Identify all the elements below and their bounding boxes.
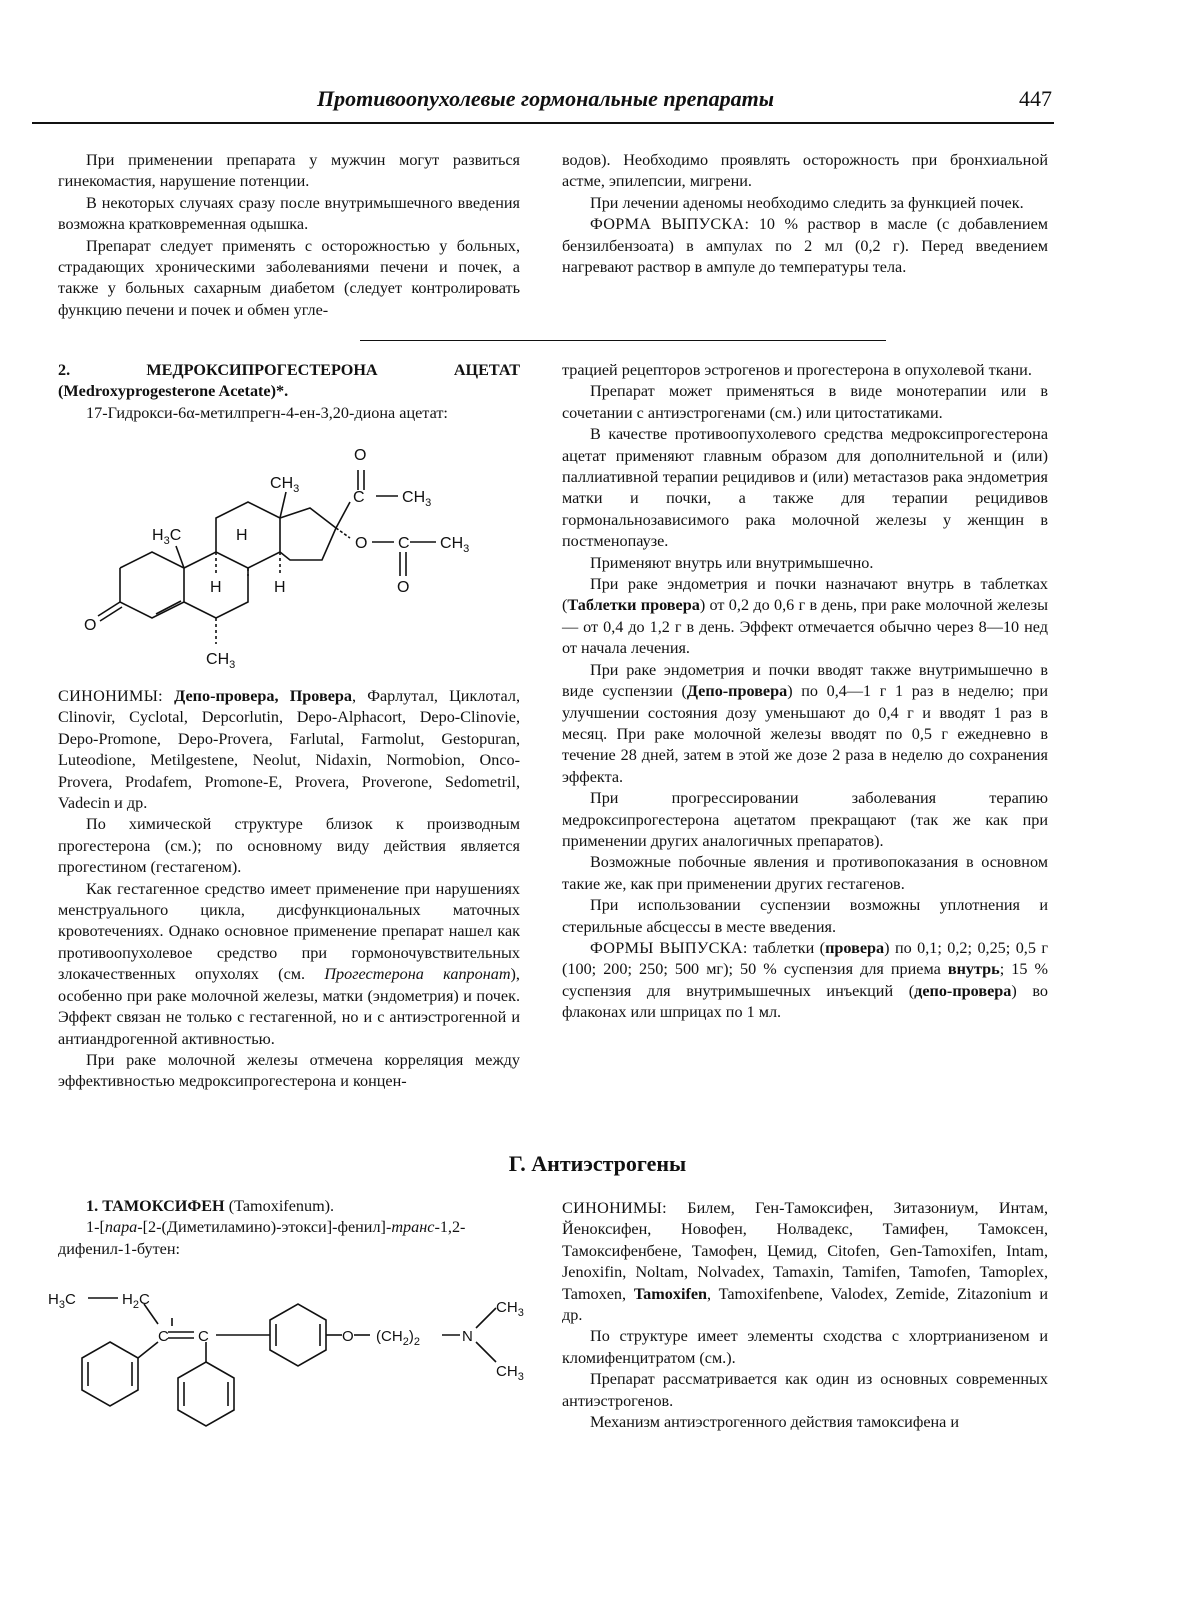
paragraph: В качестве противоопухолевого средства медроксипрогестерона ацетат применяют главным образом для дополнительной и (или) паллиативной терапии рецидивов и (или) метастазов рака эндометрия матки и почки, а также для терапии рецидивов гормональнозависимого рака молочной железы у женщин в постменопаузе. xyxy=(562,425,1048,551)
atom-label: C xyxy=(158,1328,169,1345)
release-forms-paragraph: ФОРМЫ ВЫПУСКА: таблетки (провера) по 0,1; 0,2; 0,25; 0,5 г (100; 200; 250; 500 мг); 50 % суспензия для приема внутрь; 15 % суспензия для внутримышечных инъекций (депо-провера) во флаконах или шприцах по 1 мл. xyxy=(562,938,1048,1022)
top-left-column xyxy=(58,150,520,321)
paragraph: Препарат рассматривается как один из основных современных антиэстрогенов. xyxy=(562,1370,1048,1410)
paragraph: При использовании суспензии возможны уплотнения и стерильные абсцессы в месте введения. xyxy=(562,896,1048,936)
release-form-label: ФОРМА ВЫПУСКА: xyxy=(590,215,750,234)
release-form-paragraph: ФОРМА ВЫПУСКА: 10 % раствор в масле (с добавлением бензилбензоата) в ампулах по 2 мл (0,2 г). Перед введением нагревают раствор в ампуле до температуры тела. xyxy=(562,215,1048,277)
atom-label: $CH_3$ xyxy=(496,1363,524,1383)
paragraph: Применяют внутрь или внутримышечно. xyxy=(590,553,874,572)
atom-label: $CH_3$ xyxy=(402,489,432,509)
paragraph: Механизм антиэстрогенного действия тамоксифена и xyxy=(590,1413,960,1432)
paragraph: Возможные побочные явления и противопоказания в основном такие же, как при применении других гестагенов. xyxy=(562,853,1048,893)
synonyms-paragraph: СИНОНИМЫ: Депо-провера, Провера, Фарлутал, Циклотал, Clinovir, Cyclotal, Depcorlutin, Depo-Alphacort, Depo-Clinovie, Depo-Promone, Depo-Provera, Farlutal, Farmolut, Gestopuran, Luteodione, Metilgestene, Neolut, Nidaxin, Normobion, Onco-Provera, Prodafem, Promone-E, Provera, Proverone, Sedometril, Vadecin и др. xyxy=(58,687,521,813)
paragraph: Препарат может применяться в виде монотерапии или в сочетании с антиэстрогенами (см.) или цитостатиками. xyxy=(562,382,1048,422)
tamoxifen-structure xyxy=(40,1278,540,1478)
paragraph: водов). Необходимо проявлять осторожность при бронхиальной астме, эпилепсии, мигрени. xyxy=(562,151,1048,191)
section-title: Г. Антиэстрогены xyxy=(508,1151,687,1176)
atom-label: H xyxy=(236,527,248,544)
synonyms-paragraph: СИНОНИМЫ: Билем, Ген-Тамоксифен, Зитазониум, Интам, Йеноксифен, Новофен, Нолвадекс, Тамифен, Тамоксен, Тамоксифенбене, Тамофен, Цемид, Citofen, Gen-Tamoxifen, Intam, Jenoxifin, Noltam, Nolvadex, Tamaxin, Tamifen, Tamofen, Tamoplex, Tamoxen, Tamoxifen, Tamoxifenbene, Valodex, Zemide, Zitazonium и др. xyxy=(562,1199,1048,1325)
atom-label: $H_3C$ xyxy=(48,1291,76,1311)
atom-label: O xyxy=(355,535,368,552)
drug-title: 2. МЕДРОКСИПРОГЕСТЕРОНА АЦЕТАТ (Medroxyprogesterone Acetate)*. xyxy=(58,361,520,401)
paragraph: При раке эндометрия и почки вводят также внутримышечно в виде суспензии (Депо-провера) по 0,4—1 г 1 раз в неделю; при улучшении состояния дозу уменьшают до 0,4 г и вводят 1 раз в месяц. При раке молочной железы вводят по 0,5 г ежедневно в течение 28 дней, затем в этой же дозе 2 раза в неделю до сохранения эффекта. xyxy=(562,660,1048,786)
atom-label: O xyxy=(354,447,367,464)
paragraph: При раке эндометрия и почки назначают внутрь в таблетках (Таблетки провера) от 0,2 до 0,6 г в день, при раке молочной железы — от 0,4 до 1,2 г в день. Эффект отмечается обычно через 8—10 нед от начала лечения. xyxy=(562,575,1048,658)
atom-label: $CH_3$ xyxy=(270,475,300,495)
paragraph: При раке молочной железы отмечена корреляция между эффективностью медроксипрогестерона и концен- xyxy=(58,1050,520,1091)
paragraph: В некоторых случаях сразу после внутримышечного введения возможна кратковременная одышка. xyxy=(58,193,520,234)
atom-label: $CH_3$ xyxy=(496,1299,524,1319)
atom-label: O xyxy=(342,1328,354,1345)
paragraph: По химической структуре близок к производным прогестерона (см.); по основному виду действия является прогестином (гестагеном). xyxy=(58,815,520,877)
paragraph: По структуре имеет элементы сходства с хлортрианизеном и кломифенцитратом (см.). xyxy=(562,1327,1048,1367)
medroxy-left-column-text xyxy=(58,686,520,1093)
synonyms-label: СИНОНИМЫ: xyxy=(562,1199,667,1217)
paragraph: Препарат следует применять с осторожностью у больных, страдающих хроническими заболеваниями печени и почек, а также у больных сахарным диабетом (следует контролировать функцию печени и почек и обмен угле- xyxy=(58,236,520,319)
chemical-name: 1-[пара-[2-(Диметиламино)-этокси]-фенил]-транс-1,2-дифенил-1-бутен: xyxy=(58,1218,466,1258)
chemical-name: 17-Гидрокси-6α-метилпрегн-4-ен-3,20-диона ацетат: xyxy=(86,403,448,422)
paragraph: При прогрессировании заболевания терапию медроксипрогестерона ацетатом прекращают (так же как при применении других аналогичных препаратов). xyxy=(562,789,1048,850)
atom-label: N xyxy=(462,1328,473,1345)
paragraph: При применении препарата у мужчин могут развиться гинекомастия, нарушение потенции. xyxy=(58,151,520,191)
page-number: 447 xyxy=(1019,86,1052,111)
medroxy-right-column xyxy=(562,360,1048,1024)
atom-label: H xyxy=(274,579,286,596)
atom-label: O xyxy=(84,617,97,634)
atom-label: H xyxy=(210,579,222,596)
drug-title: 1. ТАМОКСИФЕН (Tamoxifenum). xyxy=(86,1197,335,1215)
paragraph: трацией рецепторов эстрогенов и прогестерона в опухолевой ткани. xyxy=(562,361,1032,379)
atom-label: $CH_3$ xyxy=(206,651,236,671)
atom-label: C xyxy=(398,535,410,552)
atom-label: O xyxy=(397,579,410,596)
atom-label: C xyxy=(198,1328,209,1345)
running-title: Противоопухолевые гормональные препараты xyxy=(317,86,775,111)
tamoxifen-left-column xyxy=(58,1196,520,1260)
atom-label: C xyxy=(353,489,365,506)
atom-label: $H_3C$ xyxy=(152,527,182,547)
release-forms-label: ФОРМЫ ВЫПУСКА: xyxy=(590,938,748,957)
paragraph: Как гестагенное средство имеет применение при нарушениях менструального цикла, дисфункциональных маточных кровотечениях. Однако основное применение препарат нашел как противоопухолевое средство при гормоночувствительных злокачественных опухолях (см. Прогестерона капронат), особенно при раке молочной железы, матки (эндометрия) и почек. Эффект связан не только с гестагенной, но и с антиэстрогенной и антиандрогенной активностью. xyxy=(58,879,520,1048)
medroxy-left-column xyxy=(58,360,520,424)
medroxyprogesterone-structure xyxy=(60,430,520,680)
header-rule xyxy=(32,122,1054,124)
atom-label: $CH_3$ xyxy=(440,535,470,555)
top-right-column xyxy=(562,150,1048,278)
tamoxifen-right-column xyxy=(562,1198,1048,1433)
atom-label: $H_2C$ xyxy=(122,1291,150,1311)
atom-label: $(CH_2)_2$ xyxy=(376,1328,420,1348)
paragraph: При лечении аденомы необходимо следить за функцией почек. xyxy=(590,193,1024,212)
separator-rule xyxy=(360,340,886,341)
page-header xyxy=(32,86,1052,122)
synonyms-label: СИНОНИМЫ: xyxy=(58,687,163,705)
